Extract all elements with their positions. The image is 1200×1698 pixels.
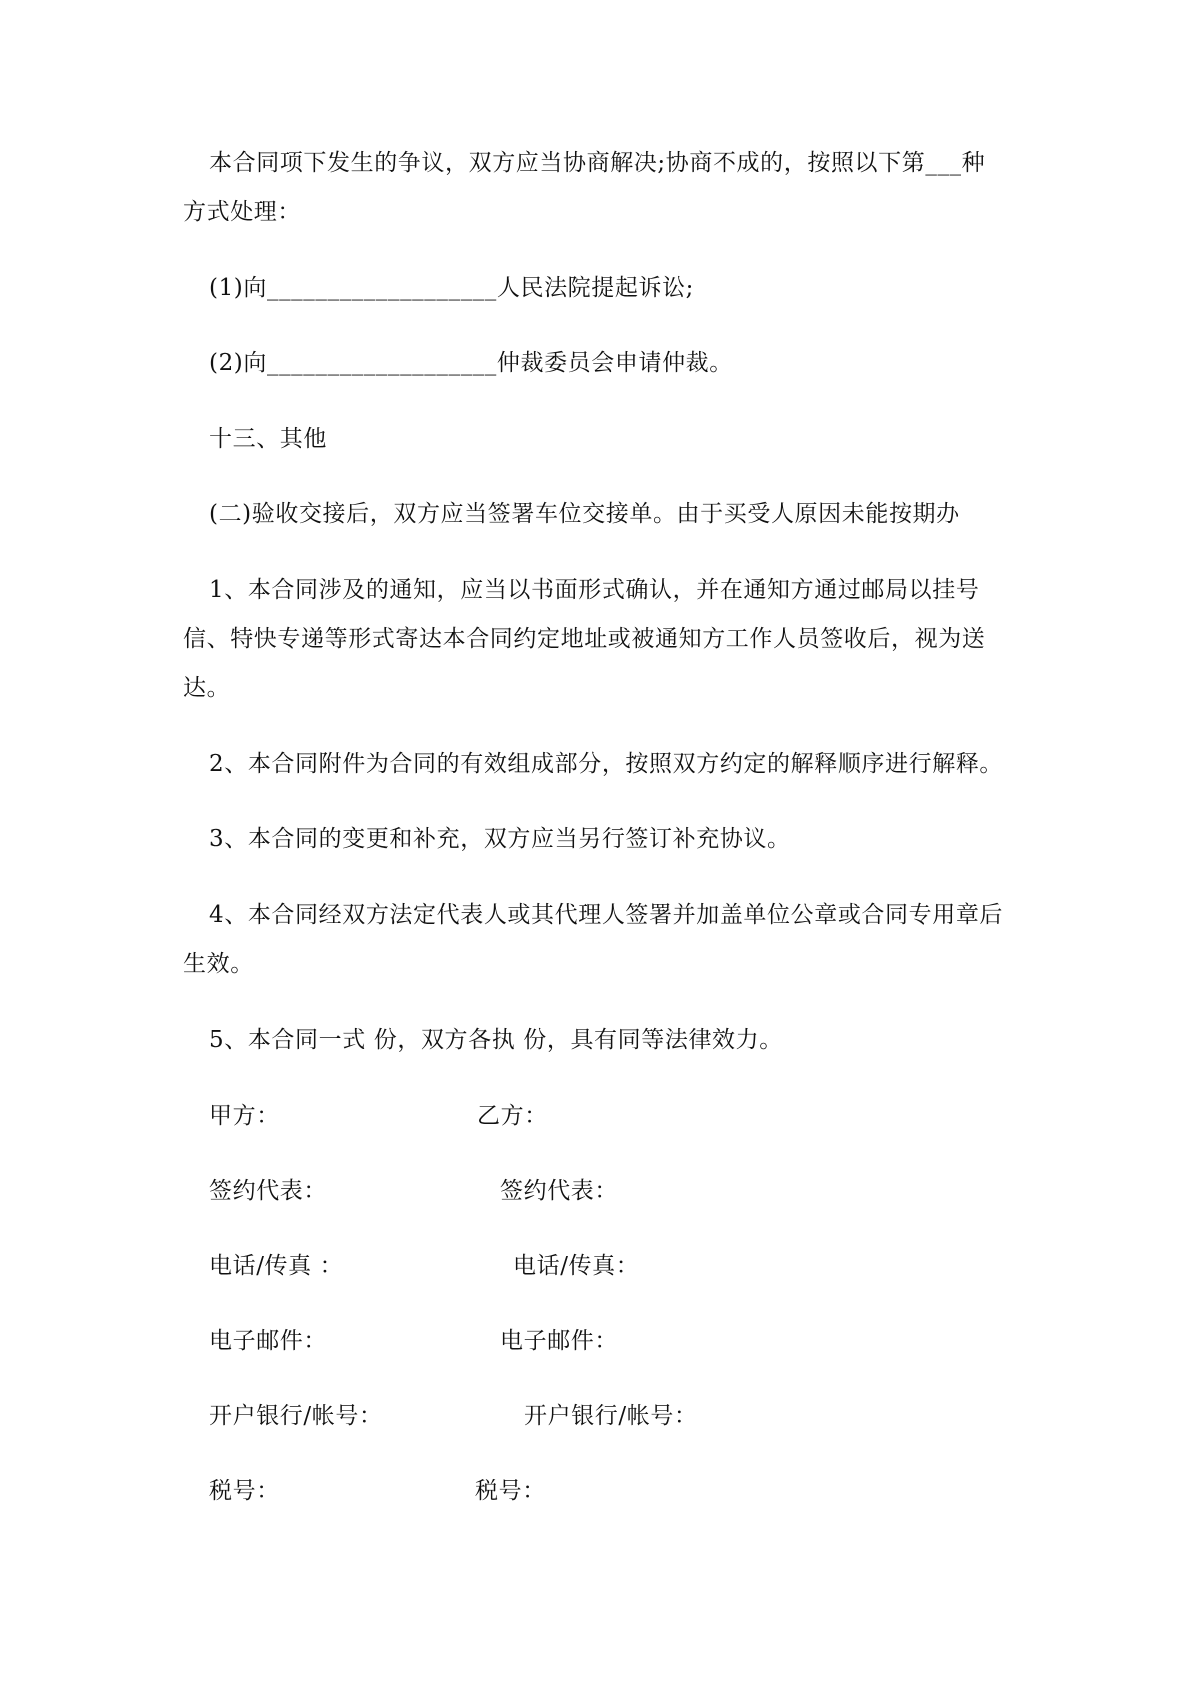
item-2: 2、本合同附件为合同的有效组成部分，按照双方约定的解释顺序进行解释。 xyxy=(209,751,1004,777)
dispute-clause-line-2: 方式处理： xyxy=(183,199,301,225)
party-a-tax-id: 税号： xyxy=(209,1478,280,1504)
party-b-tax-id: 税号： xyxy=(475,1478,546,1504)
party-a-representative: 签约代表： xyxy=(209,1178,327,1204)
party-a-email: 电子邮件： xyxy=(209,1328,327,1354)
handover-paragraph: (二)验收交接后，双方应当签署车位交接单。由于买受人原因未能按期办 xyxy=(209,501,960,527)
party-b-phone-fax: 电话/传真： xyxy=(513,1253,640,1279)
party-a-phone-fax: 电话/传真 ： xyxy=(209,1253,344,1279)
item-1-line-3: 达。 xyxy=(183,675,231,701)
section-heading-other: 十三、其他 xyxy=(209,426,327,452)
party-b-bank-account: 开户银行/帐号： xyxy=(524,1403,698,1429)
item-1-line-1: 1、本合同涉及的通知，应当以书面形式确认，并在通知方通过邮局以挂号 xyxy=(209,577,980,603)
party-b-label: 乙方： xyxy=(477,1103,548,1129)
dispute-option-arbitration: (2)向___________________仲裁委员会申请仲裁。 xyxy=(209,350,733,376)
item-4-line-1: 4、本合同经双方法定代表人或其代理人签署并加盖单位公章或合同专用章后 xyxy=(209,902,1004,928)
dispute-option-court: (1)向___________________人民法院提起诉讼; xyxy=(209,275,695,301)
item-4-line-2: 生效。 xyxy=(183,951,254,977)
party-a-bank-account: 开户银行/帐号： xyxy=(209,1403,383,1429)
item-5: 5、本合同一式 份，双方各执 份，具有同等法律效力。 xyxy=(209,1027,783,1053)
item-1-line-2: 信、特快专递等形式寄达本合同约定地址或被通知方工作人员签收后，视为送 xyxy=(183,626,986,652)
party-b-email: 电子邮件： xyxy=(500,1328,618,1354)
item-3: 3、本合同的变更和补充，双方应当另行签订补充协议。 xyxy=(209,826,791,852)
party-a-label: 甲方： xyxy=(209,1103,280,1129)
party-b-representative: 签约代表： xyxy=(500,1178,618,1204)
dispute-clause-line-1: 本合同项下发生的争议，双方应当协商解决;协商不成的，按照以下第___种 xyxy=(209,150,986,176)
